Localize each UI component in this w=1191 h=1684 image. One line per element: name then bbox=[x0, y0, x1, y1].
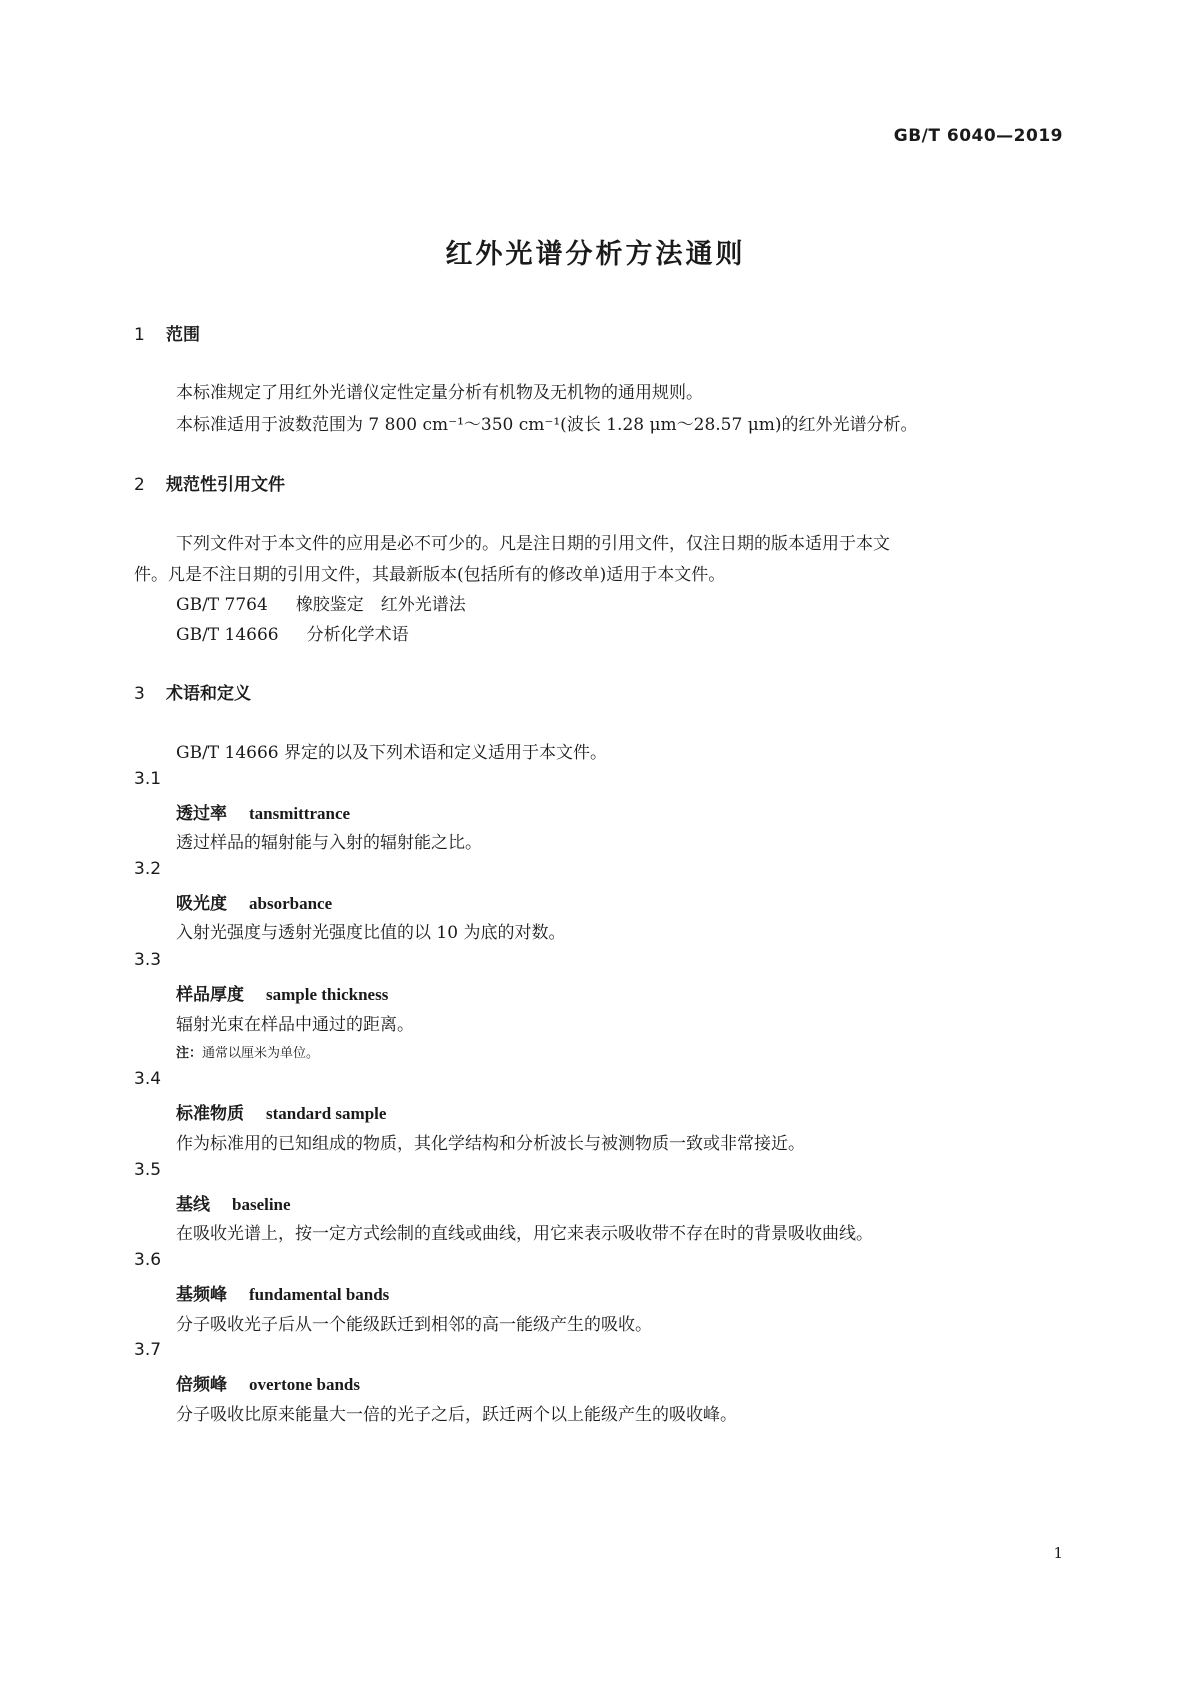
section-title: 范围 bbox=[166, 325, 200, 345]
section-title: 规范性引用文件 bbox=[166, 475, 285, 495]
reference-item bbox=[176, 590, 466, 615]
reference-code: GB/T 14666 bbox=[176, 625, 279, 645]
term-zh: 透过率 bbox=[176, 804, 227, 824]
term-zh: 倍频峰 bbox=[176, 1375, 227, 1395]
scope-paragraph-2: 本标准适用于波数范围为 7 800 cm⁻¹～350 cm⁻¹(波长 1.28 μm～28.57 μm)的红外光谱分析。 bbox=[176, 415, 918, 435]
reference-title: 分析化学术语 bbox=[306, 625, 409, 645]
term-definition: 作为标准用的已知组成的物质，其化学结构和分析波长与被测物质一致或非常接近。 bbox=[176, 1134, 805, 1154]
term-en: tansmittrance bbox=[249, 804, 351, 823]
note-label: 注： bbox=[176, 1046, 203, 1061]
scope-paragraph-1: 本标准规定了用红外光谱仪定性定量分析有机物及无机物的通用规则。 bbox=[176, 383, 703, 403]
clause-number: 3.6 bbox=[134, 1250, 162, 1270]
clause-number: 3.1 bbox=[134, 769, 162, 789]
term-zh: 样品厚度 bbox=[176, 985, 244, 1005]
term-en: fundamental bands bbox=[249, 1285, 390, 1304]
term-zh: 基频峰 bbox=[176, 1285, 227, 1305]
term-definition: 入射光强度与透射光强度比值的以 10 为底的对数。 bbox=[176, 923, 566, 943]
reference-title: 橡胶鉴定 红外光谱法 bbox=[295, 595, 466, 615]
term-en: baseline bbox=[232, 1195, 291, 1214]
terms-intro: GB/T 14666 界定的以及下列术语和定义适用于本文件。 bbox=[176, 743, 608, 763]
page-number: 1 bbox=[1053, 1544, 1063, 1562]
term-entry bbox=[176, 1370, 360, 1395]
clause-number: 3.4 bbox=[134, 1069, 162, 1089]
section-number: 2 bbox=[134, 475, 145, 495]
references-paragraph-line-2: 件。凡是不注日期的引用文件，其最新版本(包括所有的修改单)适用于本文件。 bbox=[134, 565, 726, 585]
term-definition: 分子吸收光子后从一个能级跃迁到相邻的高一能级产生的吸收。 bbox=[176, 1315, 652, 1335]
clause-number: 3.5 bbox=[134, 1160, 162, 1180]
term-entry bbox=[176, 889, 332, 914]
clause-number: 3.3 bbox=[134, 950, 162, 970]
term-en: standard sample bbox=[266, 1104, 387, 1123]
section-1-heading bbox=[134, 320, 200, 345]
references-paragraph-line-1: 下列文件对于本文件的应用是必不可少的。凡是注日期的引用文件，仅注日期的版本适用于本文 bbox=[176, 534, 890, 554]
reference-code: GB/T 7764 bbox=[176, 595, 268, 615]
note-text: 通常以厘米为单位。 bbox=[202, 1046, 320, 1061]
section-title: 术语和定义 bbox=[166, 684, 251, 704]
term-definition: 透过样品的辐射能与入射的辐射能之比。 bbox=[176, 833, 482, 853]
section-number: 3 bbox=[134, 684, 145, 704]
term-zh: 标准物质 bbox=[176, 1104, 244, 1124]
term-en: overtone bands bbox=[249, 1375, 360, 1394]
section-2-heading bbox=[134, 470, 285, 495]
term-en: sample thickness bbox=[266, 985, 389, 1004]
term-entry bbox=[176, 1280, 389, 1305]
term-entry bbox=[176, 1190, 291, 1215]
section-number: 1 bbox=[134, 325, 145, 345]
term-en: absorbance bbox=[249, 894, 333, 913]
term-entry bbox=[176, 1099, 386, 1124]
term-definition: 分子吸收比原来能量大一倍的光子之后，跃迁两个以上能级产生的吸收峰。 bbox=[176, 1405, 737, 1425]
term-zh: 吸光度 bbox=[176, 894, 227, 914]
term-entry bbox=[176, 980, 388, 1005]
clause-number: 3.7 bbox=[134, 1340, 162, 1360]
document-title: 红外光谱分析方法通则 bbox=[445, 239, 746, 270]
term-definition: 在吸收光谱上，按一定方式绘制的直线或曲线，用它来表示吸收带不存在时的背景吸收曲线。 bbox=[176, 1224, 873, 1244]
section-3-heading bbox=[134, 679, 251, 704]
term-definition: 辐射光束在样品中通过的距离。 bbox=[176, 1015, 414, 1035]
term-zh: 基线 bbox=[176, 1195, 210, 1215]
standard-code: GB/T 6040—2019 bbox=[893, 126, 1063, 146]
term-note bbox=[176, 1042, 319, 1061]
clause-number: 3.2 bbox=[134, 859, 162, 879]
term-entry bbox=[176, 799, 350, 824]
reference-item bbox=[176, 620, 409, 645]
